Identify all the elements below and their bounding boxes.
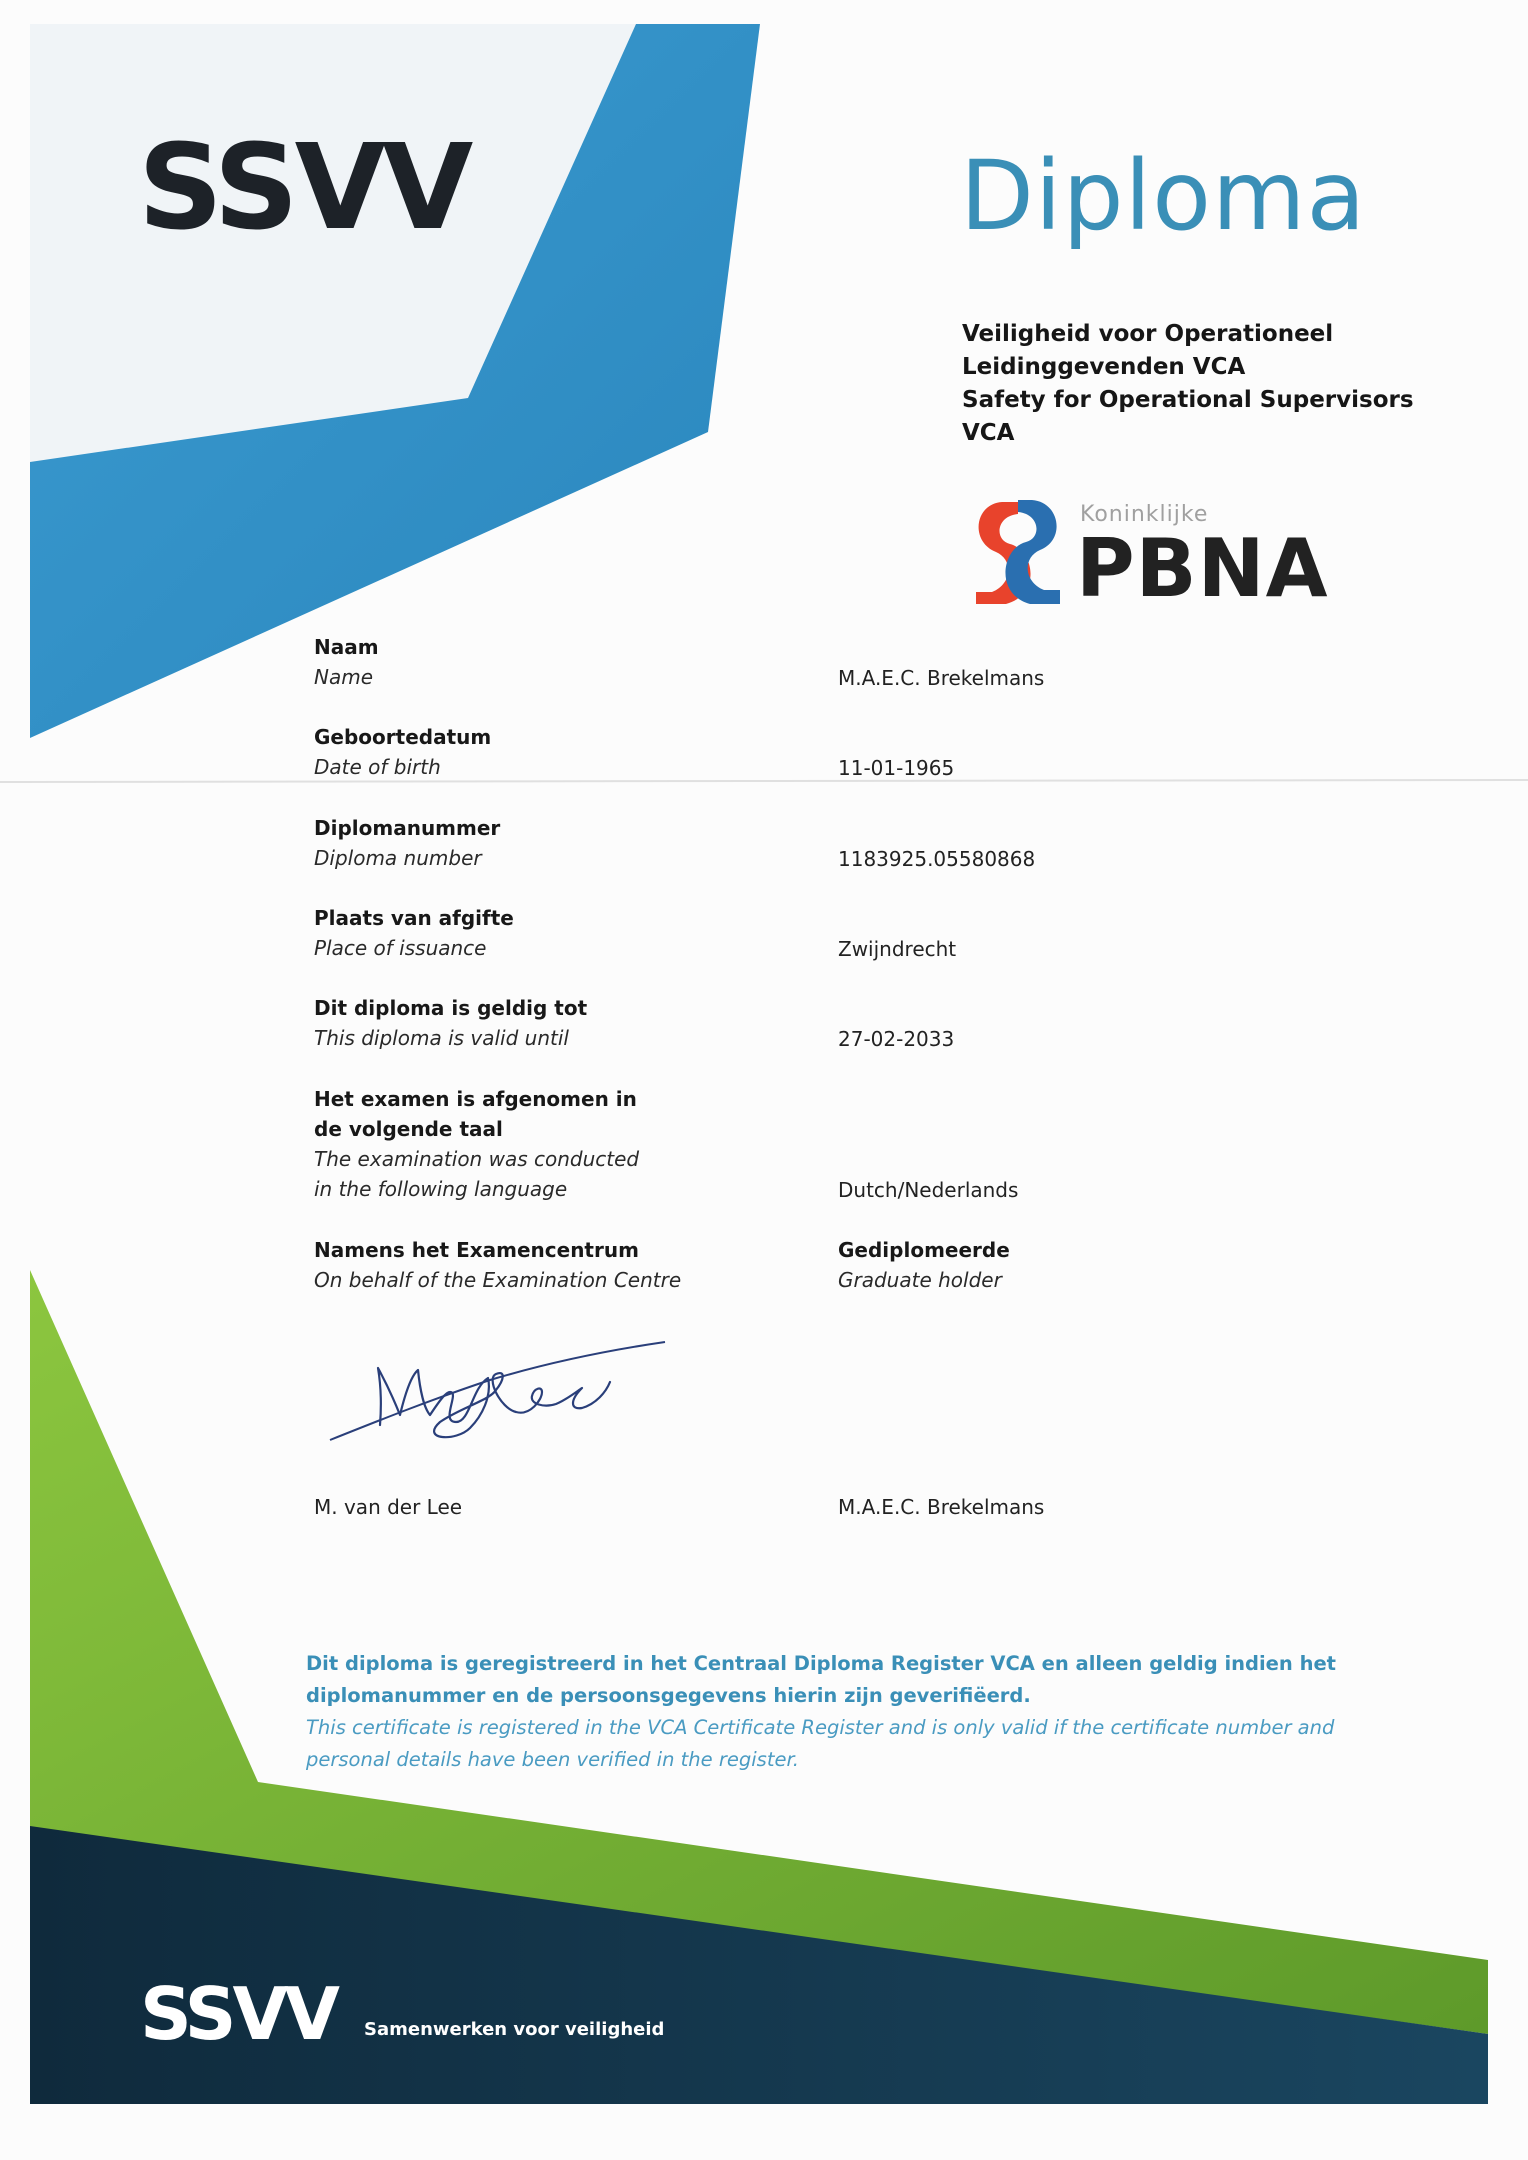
ssvv-logo — [138, 118, 469, 256]
field-language-value: Dutch/Nederlands — [838, 1178, 1019, 1202]
label-nl: Plaats van afgifte — [314, 906, 514, 930]
field-language-label — [314, 1084, 639, 1204]
label-en: Name — [314, 665, 374, 689]
label-nl: Diplomanummer — [314, 816, 501, 840]
holder-name: M.A.E.C. Brekelmans — [838, 1495, 1045, 1519]
label-en: Graduate holder — [838, 1268, 1002, 1292]
label-nl: de volgende taal — [314, 1117, 503, 1141]
notice-nl-line: diplomanummer en de persoonsgegevens hierin zijn geverifiëerd. — [306, 1684, 1031, 1707]
notice-en-line: This certificate is registered in the VCA Certificate Register and is only valid if the certificate number and — [306, 1716, 1335, 1739]
field-valid-until-label — [314, 993, 587, 1053]
page-title: Diploma — [960, 140, 1367, 252]
label-nl: Geboortedatum — [314, 725, 492, 749]
field-dob-label — [314, 722, 491, 782]
footer-ssvv-logo: SSVV — [140, 1972, 336, 2056]
field-place-label — [314, 903, 514, 963]
graduate-holder-label — [838, 1235, 1010, 1295]
course-line: Safety for Operational Supervisors — [962, 387, 1414, 413]
label-en: Diploma number — [314, 846, 482, 870]
notice-en-line: personal details have been verified in the register. — [306, 1748, 799, 1771]
registration-notice — [306, 1648, 1346, 1776]
pbna-name: PBNA — [1076, 522, 1329, 615]
label-nl: Namens het Examencentrum — [314, 1238, 639, 1262]
label-nl: Gediplomeerde — [838, 1238, 1010, 1262]
course-title — [962, 318, 1414, 450]
label-en: This diploma is valid until — [314, 1026, 569, 1050]
field-place-value: Zwijndrecht — [838, 937, 957, 961]
course-line: Veiligheid voor Operationeel — [962, 321, 1334, 347]
label-nl: Dit diploma is geldig tot — [314, 996, 588, 1020]
field-diploma-number-label — [314, 813, 500, 873]
notice-nl-line: Dit diploma is geregistreerd in het Centraal Diploma Register VCA en alleen geldig indien het — [306, 1652, 1336, 1675]
label-nl: Naam — [314, 635, 379, 659]
label-en: Place of issuance — [314, 936, 487, 960]
course-line: Leidinggevenden VCA — [962, 354, 1246, 380]
signature-mark — [320, 1330, 680, 1460]
field-name-value: M.A.E.C. Brekelmans — [838, 666, 1045, 690]
label-nl: Het examen is afgenomen in — [314, 1087, 637, 1111]
footer-tagline: Samenwerken voor veiligheid — [364, 2019, 665, 2040]
field-name-label — [314, 632, 379, 692]
fold-line — [0, 780, 1528, 782]
label-en: On behalf of the Examination Centre — [314, 1268, 682, 1292]
course-line: VCA — [962, 420, 1015, 446]
field-valid-until-value: 27-02-2033 — [838, 1027, 955, 1051]
field-dob-value: 11-01-1965 — [838, 756, 955, 780]
centre-signatory-name: M. van der Lee — [314, 1495, 463, 1519]
pbna-prefix: Koninklijke — [1080, 502, 1209, 527]
examination-centre-label — [314, 1235, 681, 1295]
ssvv-logo-text: SSVV — [138, 118, 470, 256]
label-en: Date of birth — [314, 755, 441, 779]
field-diploma-number-value: 1183925.05580868 — [838, 847, 1036, 871]
label-en: in the following language — [314, 1177, 568, 1201]
label-en: The examination was conducted — [314, 1147, 640, 1171]
